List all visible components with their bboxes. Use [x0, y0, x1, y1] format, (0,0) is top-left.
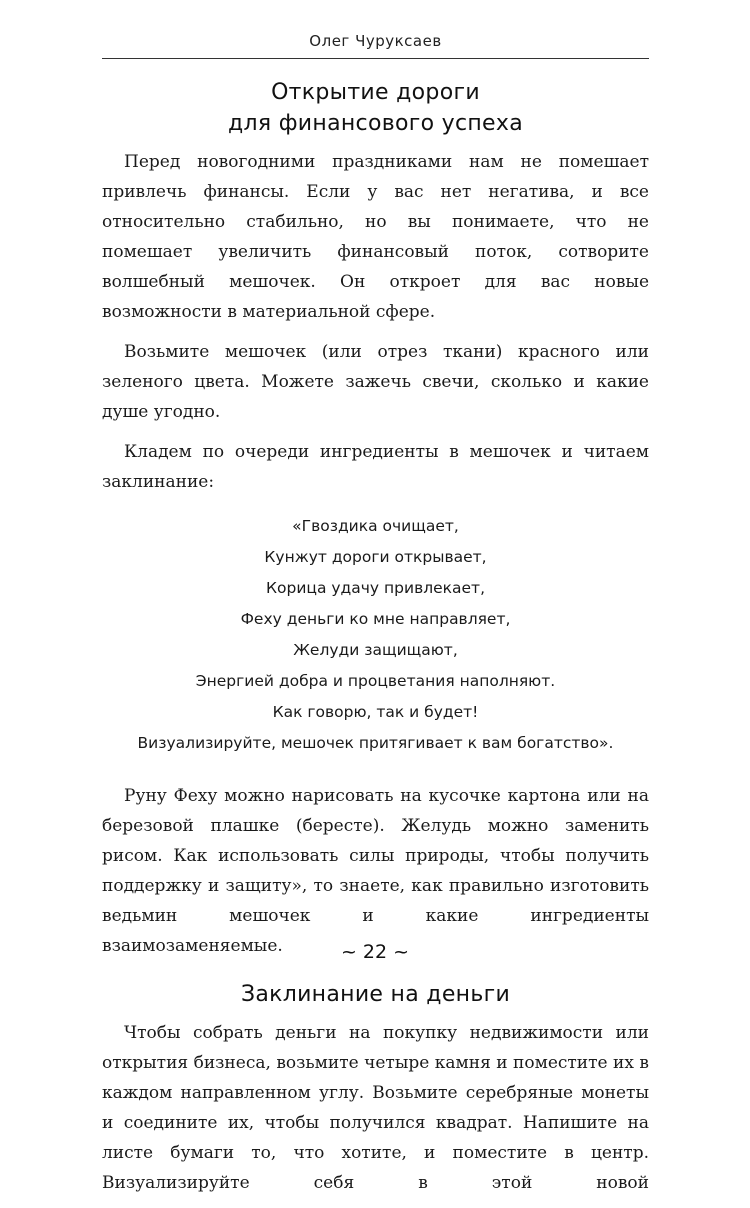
section-title-financial-success — [102, 77, 649, 139]
paragraph: Кладем по очереди ингредиенты в мешочек и читаем заклинание: — [102, 442, 649, 492]
section-title-money-spell: Заклинание на деньги — [240, 982, 511, 1007]
page-number: ~ 22 ~ — [340, 941, 410, 963]
running-header: Олег Чуруксаев — [309, 32, 442, 50]
spell-verse — [102, 511, 649, 759]
page-content — [102, 72, 649, 1208]
paragraph: Чтобы собрать деньги на покупку недвижимости или открытия бизнеса, возьмите четыре камня и поместите их в каждом направленном углу. Возьмите серебряные монеты и соедините их, чтобы получился квадрат. Напишите на листе бумаги то, что хотите, и поместите в центр. Визуализируйте себя в этой новой — [102, 1023, 649, 1193]
verse-line: Корица удачу привлекает, — [266, 579, 485, 597]
verse-line: Визуализируйте, мешочек притягивает к вам богатство». — [137, 734, 614, 752]
paragraph: Руну Феху можно нарисовать на кусочке картона или на березовой плашке (бересте). Желудь можно заменить рисом. Как использовать силы природы, чтобы получить поддержку и защиту», то знаете, как правильно изготовить ведьмин мешочек и какие ингредиенты взаимозаменяемые. — [102, 786, 649, 956]
verse-line: Кунжут дороги открывает, — [264, 548, 487, 566]
section-title-line-2: для финансового успеха — [228, 111, 523, 136]
verse-line: «Гвоздика очищает, — [292, 517, 459, 535]
verse-line: Феху деньги ко мне направляет, — [240, 610, 511, 628]
verse-line: Энергией добра и процветания наполняют. — [195, 672, 556, 690]
verse-line: Желуди защищают, — [293, 641, 458, 659]
verse-line: Как говорю, так и будет! — [272, 703, 479, 721]
paragraph: Возьмите мешочек (или отрез ткани) красного или зеленого цвета. Можете зажечь свечи, сколько и какие душе угодно. — [102, 342, 649, 422]
paragraph: Перед новогодними праздниками нам не помешает привлечь финансы. Если у вас нет негатива, и все относительно стабильно, но вы понимаете, что не помешает увеличить финансовый поток, сотворите волшебный мешочек. Он откроет для вас новые возможности в материальной сфере. — [102, 152, 649, 322]
header-rule — [102, 58, 649, 59]
section-title-line-1: Открытие дороги — [271, 80, 480, 105]
